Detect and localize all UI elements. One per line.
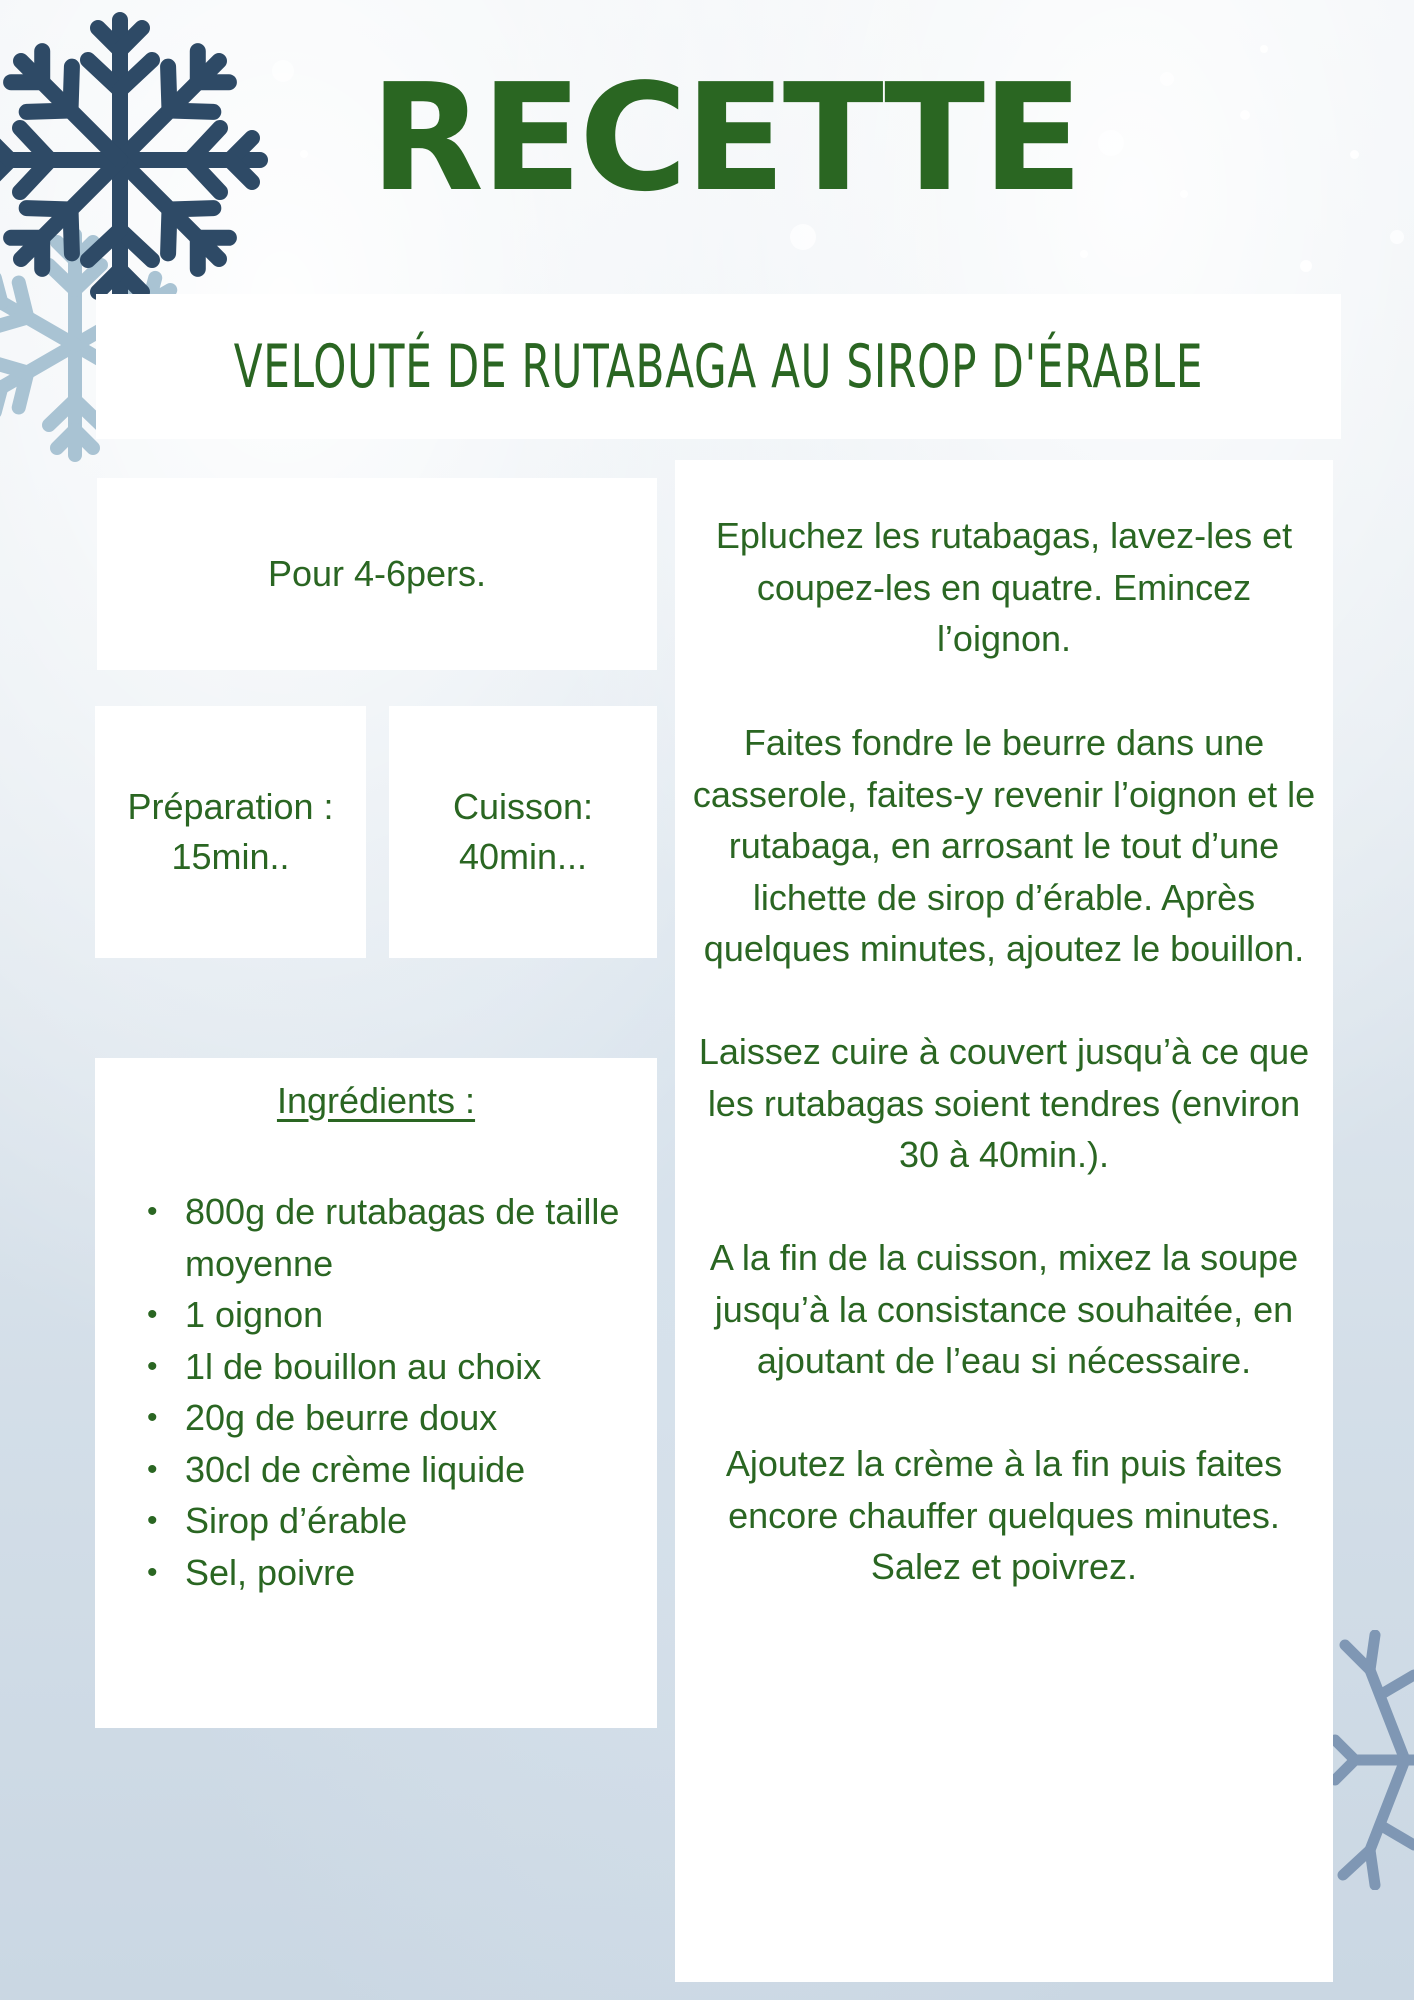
ingredient-item: • Sirop d’érable <box>145 1495 625 1547</box>
ingredient-item: • 30cl de crème liquide <box>145 1444 625 1496</box>
preparation-card <box>95 706 366 958</box>
preparation-label: Préparation : <box>127 786 334 827</box>
ingredient-item: • 800g de rutabagas de taille moyenne <box>145 1186 625 1289</box>
recipe-name-banner <box>96 294 1341 439</box>
page-title: RECETTE <box>370 52 1081 224</box>
ingredients-card <box>95 1058 657 1728</box>
ingredient-item: • 1 oignon <box>145 1289 625 1341</box>
instruction-step: Faites fondre le beurre dans une casserole, faites-y revenir l’oignon et le rutabaga, en arrosant le tout d’une lichette de sirop d’érable. Après quelques minutes, ajoutez le bouillon. <box>692 722 1316 969</box>
instruction-step: A la fin de la cuisson, mixez la soupe jusqu’à la consistance souhaitée, en ajoutant de l’eau si nécessaire. <box>709 1237 1299 1381</box>
servings-text: Pour 4-6pers. <box>267 553 487 594</box>
ingredient-item: • 20g de beurre doux <box>145 1392 625 1444</box>
servings-card <box>97 478 657 670</box>
snowflake-icon-dark <box>0 10 270 310</box>
instructions-card <box>675 460 1333 1982</box>
instruction-step: Ajoutez la crème à la fin puis faites encore chauffer quelques minutes. Salez et poivrez. <box>725 1443 1283 1587</box>
preparation-value: 15min.. <box>171 836 290 877</box>
snowflake-icon-corner <box>1325 1630 1414 1890</box>
ingredients-list <box>145 1186 625 1598</box>
ingredient-item: • Sel, poivre <box>145 1547 625 1599</box>
instruction-step: Epluchez les rutabagas, lavez-les et coupez-les en quatre. Emincez l’oignon. <box>715 515 1293 659</box>
ingredients-title: Ingrédients : <box>276 1080 476 1121</box>
instruction-step: Laissez cuire à couvert jusqu’à ce que les rutabagas soient tendres (environ 30 à 40min.). <box>698 1031 1310 1175</box>
ingredient-item: • 1l de bouillon au choix <box>145 1341 625 1393</box>
recipe-name: VELOUTÉ DE RUTABAGA AU SIROP D'ÉRABLE <box>233 331 1204 402</box>
cooking-value: 40min... <box>458 836 588 877</box>
cooking-label: Cuisson: <box>452 786 594 827</box>
cooking-card <box>389 706 657 958</box>
